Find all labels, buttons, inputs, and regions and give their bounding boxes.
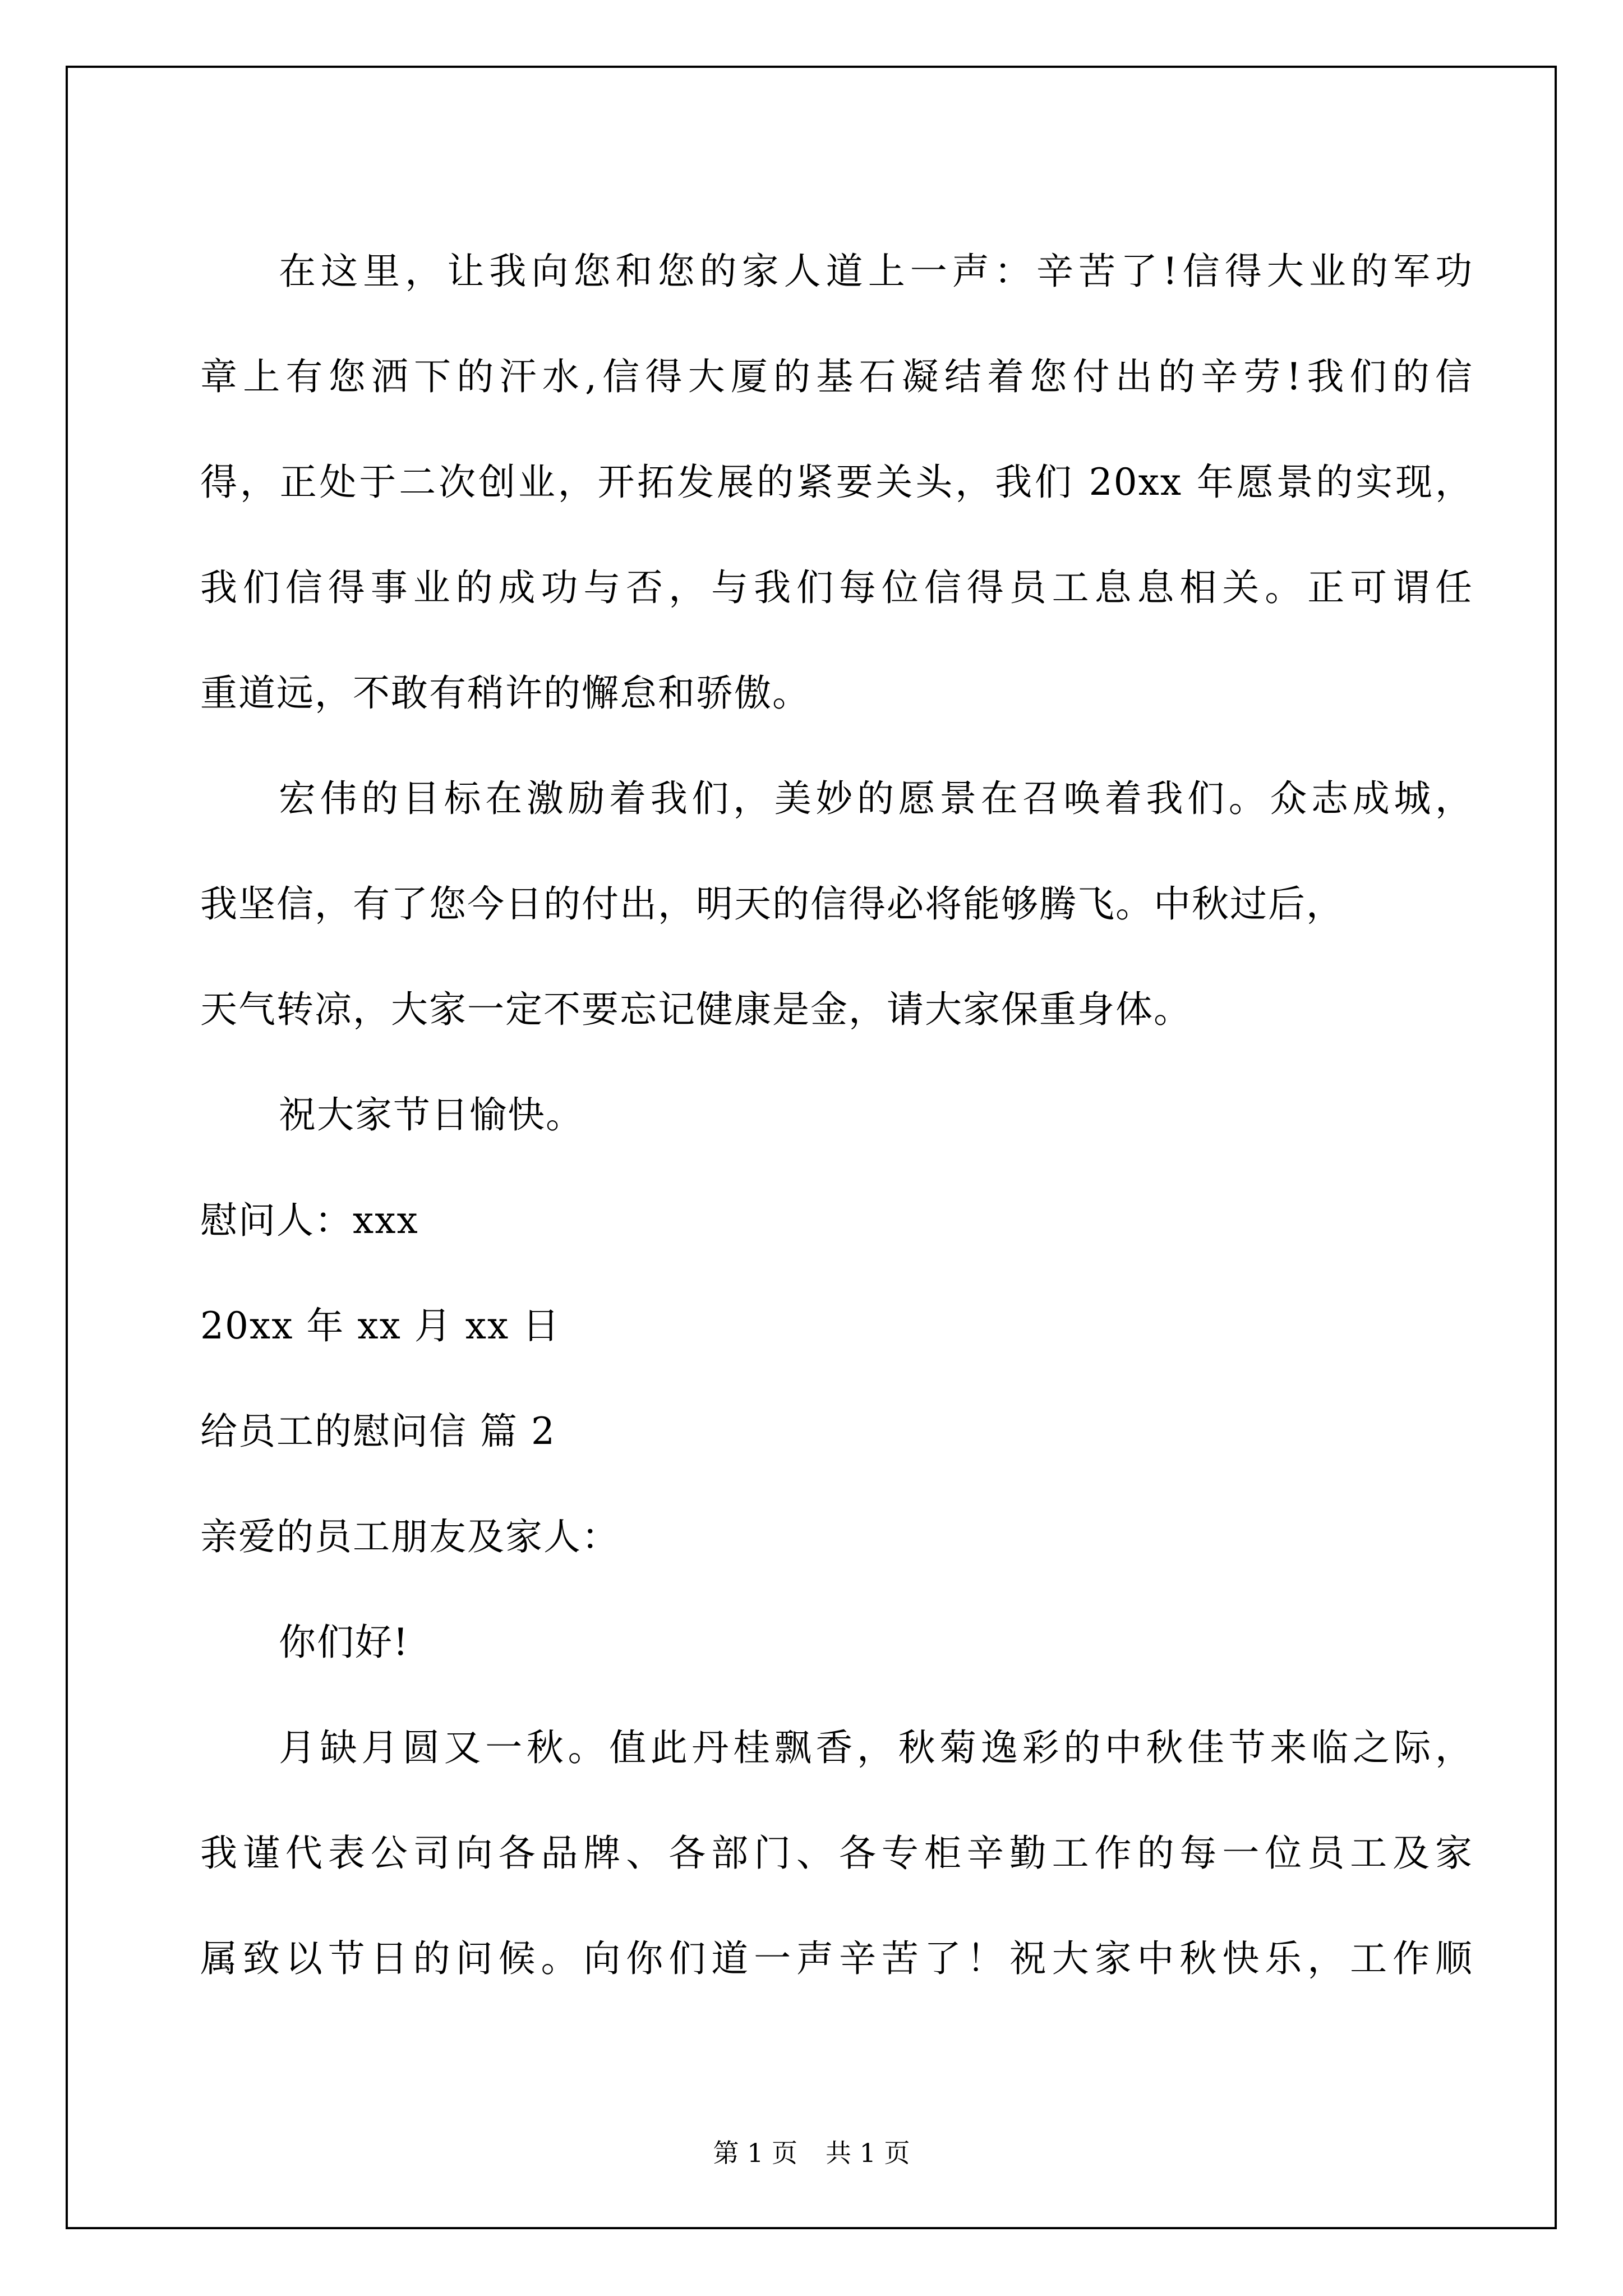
paragraph-line: 我谨代表公司向各品牌、各部门、各专柜辛勤工作的每一位员工及家	[200, 1832, 1473, 1875]
date-line: 20xx 年 xx 月 xx 日	[200, 1304, 561, 1347]
page-footer	[0, 2136, 1623, 2170]
document-body	[200, 219, 1473, 2012]
page-total: 共 1 页	[826, 2138, 910, 2168]
paragraph-line: 天气转凉，大家一定不要忘记健康是金，请大家保重身体。	[200, 988, 1192, 1031]
paragraph-line: 重道远，不敢有稍许的懈怠和骄傲。	[200, 671, 810, 715]
signature-line: 慰问人：xxx	[200, 1199, 419, 1242]
paragraph-line: 宏伟的目标在激励着我们，美妙的愿景在召唤着我们。众志成城，	[279, 777, 1473, 820]
paragraph-line: 我们信得事业的成功与否，与我们每位信得员工息息相关。正可谓任	[200, 566, 1473, 609]
page-number: 第 1 页	[713, 2138, 797, 2168]
paragraph-line: 属致以节日的问候。向你们道一声辛苦了！祝大家中秋快乐，工作顺	[200, 1937, 1473, 1980]
paragraph-line: 章上有您洒下的汗水,信得大厦的基石凝结着您付出的辛劳!我们的信	[200, 355, 1473, 398]
paragraph-line: 得，正处于二次创业，开拓发展的紧要关头，我们 20xx 年愿景的实现，	[200, 461, 1473, 504]
paragraph-line: 我坚信，有了您今日的付出，明天的信得必将能够腾飞。中秋过后，	[200, 882, 1344, 926]
paragraph-line: 在这里，让我向您和您的家人道上一声：辛苦了!信得大业的军功	[279, 250, 1473, 293]
paragraph-line: 月缺月圆又一秋。值此丹桂飘香，秋菊逸彩的中秋佳节来临之际，	[279, 1726, 1473, 1769]
greeting: 你们好!	[279, 1621, 409, 1664]
salutation: 亲爱的员工朋友及家人：	[200, 1515, 620, 1558]
section-title: 给员工的慰问信 篇 2	[200, 1410, 556, 1453]
closing-wish: 祝大家节日愉快。	[279, 1093, 584, 1137]
